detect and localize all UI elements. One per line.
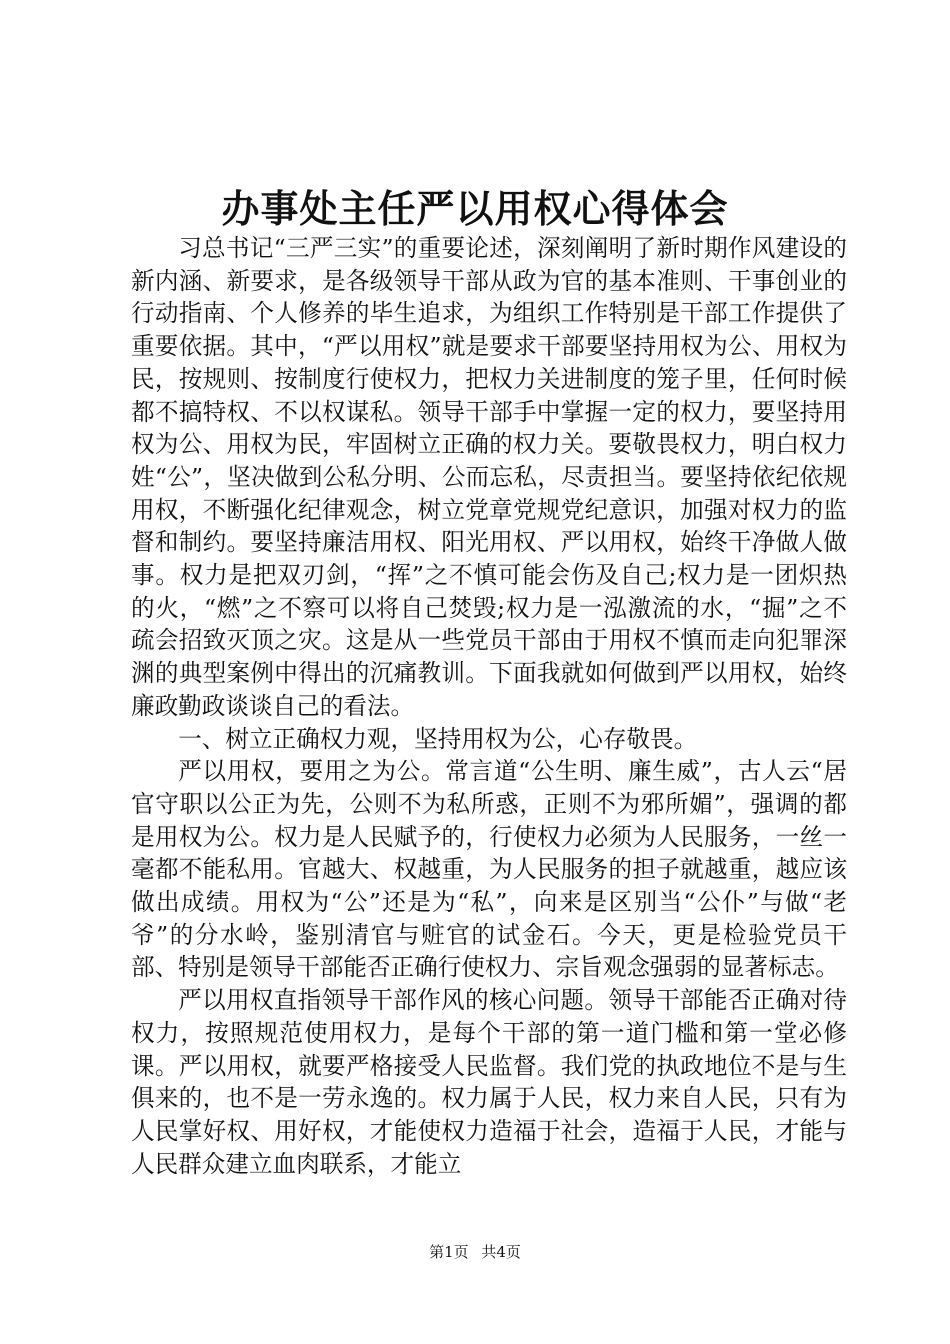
section-heading-1: 一、树立正确权力观，坚持用权为公，心存敬畏。: [178, 724, 698, 753]
page-total: 共4页: [481, 1243, 521, 1261]
page-number: 第1页: [429, 1243, 469, 1261]
document-body: [131, 232, 847, 1180]
page-footer: [0, 1242, 950, 1262]
paragraph-section-1-continued: 严以用权直指领导干部作风的核心问题。领导干部能否正确对待权力，按照规范使用权力，是每个干部的第一道门槛和第一堂必修课。严以用权，就要严格接受人民监督。我们党的执政地位不是与生俱来的，也不是一劳永逸的。权力属于人民，权力来自人民，只有为人民掌好权、用好权，才能使权力造福于社会，造福于人民，才能与人民群众建立血肉联系，才能立: [131, 986, 847, 1178]
document-title: 办事处主任严以用权心得体会: [221, 187, 729, 231]
paragraph-intro: 习总书记“三严三实”的重要论述，深刻阐明了新时期作风建设的新内涵、新要求，是各级领导干部从政为官的基本准则、干事创业的行动指南、个人修养的毕生追求，为组织工作特别是干部工作提供了重要依据。其中，“严以用权”就是要求干部要坚持用权为公、用权为民，按规则、按制度行使权力，把权力关进制度的笼子里，任何时候都不搞特权、不以权谋私。领导干部手中掌握一定的权力，要坚持用权为公、用权为民，牢固树立正确的权力关。要敬畏权力，明白权力姓“公”，坚决做到公私分明、公而忘私，尽责担当。要坚持依纪依规用权，不断强化纪律观念，树立党章党规党纪意识，加强对权力的监督和制约。要坚持廉洁用权、阳光用权、严以用权，始终干净做人做事。权力是把双刃剑，“挥”之不慎可能会伤及自己;权力是一团炽热的火，“燃”之不察可以将自己焚毁;权力是一泓激流的水，“掘”之不疏会招致灭顶之灾。这是从一些党员干部由于用权不慎而走向犯罪深渊的典型案例中得出的沉痛教训。下面我就如何做到严以用权，始终廉政勤政谈谈自己的看法。: [131, 234, 847, 720]
paragraph-section-1: 严以用权，要用之为公。常言道“公生明、廉生威”，古人云“居官守职以公正为先，公则不为私所惑，正则不为邪所媚”，强调的都是用权为公。权力是人民赋予的，行使权力必须为人民服务，一丝一毫都不能私用。官越大、权越重，为人民服务的担子就越重，越应该做出成绩。用权为“公”还是为“私”，向来是区别当“公仆”与做“老爷”的分水岭，鉴别清官与赃官的试金石。今天，更是检验党员干部、特别是领导干部能否正确行使权力、宗旨观念强弱的显著标志。: [131, 757, 847, 982]
